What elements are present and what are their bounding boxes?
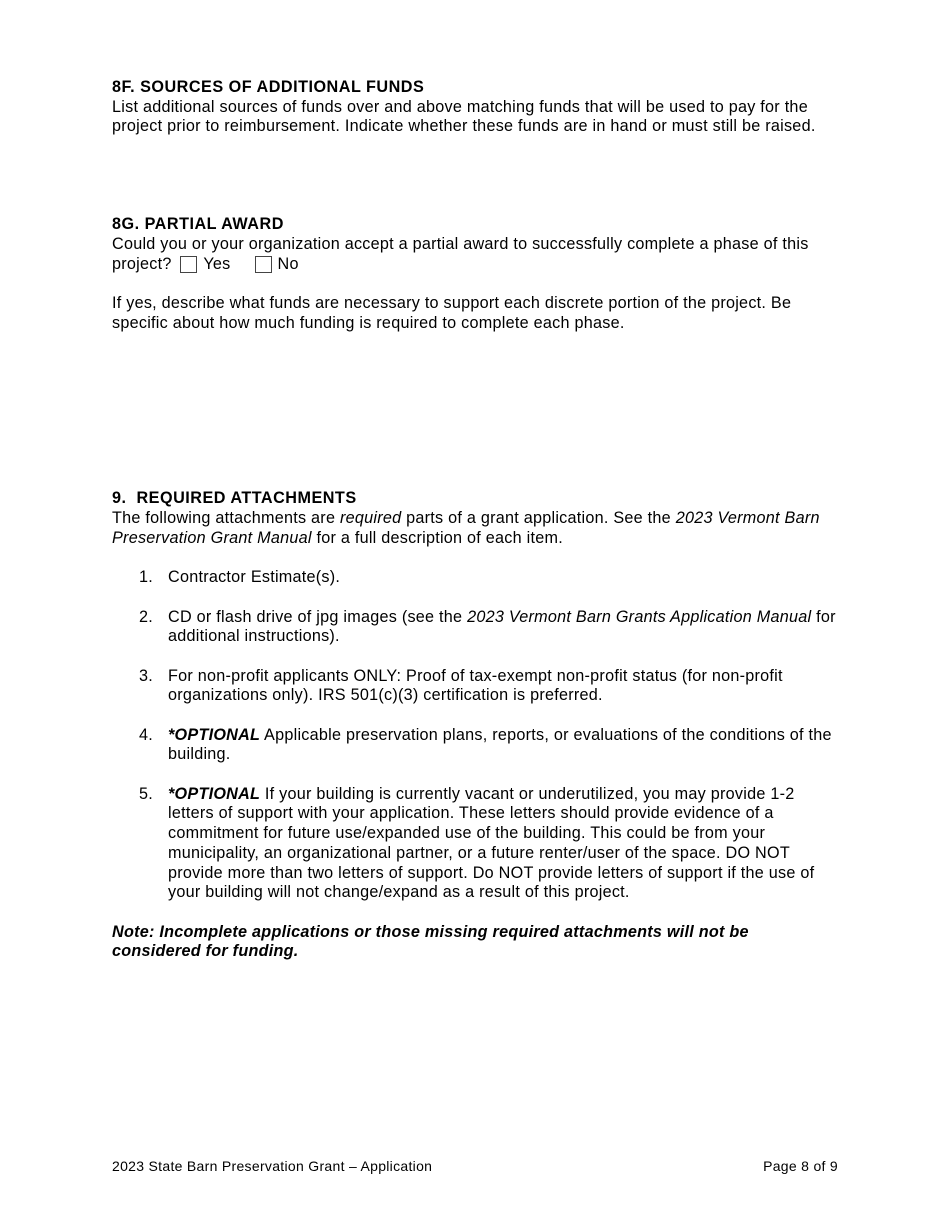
list-item-number: 5.: [139, 784, 154, 803]
intro-required-emphasis: required: [339, 509, 402, 528]
intro-text: The following attachments are: [112, 509, 340, 528]
list-item-number: 2.: [139, 607, 154, 626]
footer-title: 2023 State Barn Preservation Grant – Application: [112, 1158, 433, 1174]
partial-award-question-text: Could you or your organization accept a partial award to successfully complete a phase of this project?: [112, 234, 809, 273]
list-item-text: Contractor Estimate(s).: [168, 568, 341, 587]
document-page: [112, 78, 842, 962]
incomplete-application-note: Note: Incomplete applications or those missing required attachments will not be considered for funding.: [112, 922, 749, 961]
section-8g: [112, 215, 842, 333]
list-item-text: CD or flash drive of jpg images (see the: [168, 607, 468, 626]
list-item-number: 1.: [139, 568, 154, 587]
attachments-list: [112, 568, 842, 903]
intro-text: parts of a grant application. See the: [401, 509, 676, 528]
list-item: [112, 726, 842, 765]
list-item-text: Applicable preservation plans, reports, or evaluations of the conditions of the building.: [168, 725, 832, 764]
page-number: Page 8 of 9: [763, 1158, 838, 1174]
list-item-text: for additional instructions).: [168, 607, 836, 646]
list-item: [112, 785, 842, 903]
section-8f-heading: 8F. SOURCES OF ADDITIONAL FUNDS: [112, 78, 425, 96]
list-item-number: 3.: [139, 666, 154, 685]
list-item: [112, 667, 842, 706]
page-footer: [112, 1158, 838, 1174]
list-item: [112, 608, 842, 647]
intro-text: for a full description of each item.: [311, 528, 563, 547]
list-item: [112, 568, 842, 588]
section-9-intro: [112, 509, 842, 548]
optional-tag: *OPTIONAL: [168, 784, 261, 803]
yes-label: Yes: [203, 254, 231, 273]
intro-manual-title: 2023 Vermont Barn Preservation Grant Manual: [112, 509, 820, 547]
section-9-heading: 9. REQUIRED ATTACHMENTS: [112, 489, 357, 508]
section-9: [112, 489, 842, 962]
partial-award-followup: If yes, describe what funds are necessary to support each discrete portion of the project. Be specific about how much funding is required to complete each phase.: [112, 293, 792, 332]
optional-tag: *OPTIONAL: [168, 725, 261, 744]
yes-checkbox[interactable]: [180, 256, 197, 273]
no-checkbox[interactable]: [255, 256, 272, 273]
section-8f-instructions: List additional sources of funds over and above matching funds that will be used to pay for the project prior to reimbursement. Indicate whether these funds are in hand or must still be raised.: [112, 97, 816, 136]
list-item-text: For non-profit applicants ONLY: Proof of tax-exempt non-profit status (for non-profit organizations only). IRS 501(c)(3) certification is preferred.: [168, 666, 783, 705]
partial-award-question: [112, 235, 842, 274]
list-item-text: If your building is currently vacant or underutilized, you may provide 1-2 letters of support with your application. These letters should provide evidence of a commitment for future use/expanded use of the building. This could be from your municipality, an organizational partner, or a future renter/user of the space. DO NOT provide more than two letters of support. Do NOT provide letters of support if the use of your building will not change/expand as a result of this project.: [168, 784, 815, 902]
no-label: No: [277, 254, 299, 273]
section-8g-heading: 8G. PARTIAL AWARD: [112, 215, 284, 234]
list-item-manual-title: 2023 Vermont Barn Grants Application Manual: [467, 607, 812, 626]
list-item-number: 4.: [139, 725, 154, 744]
